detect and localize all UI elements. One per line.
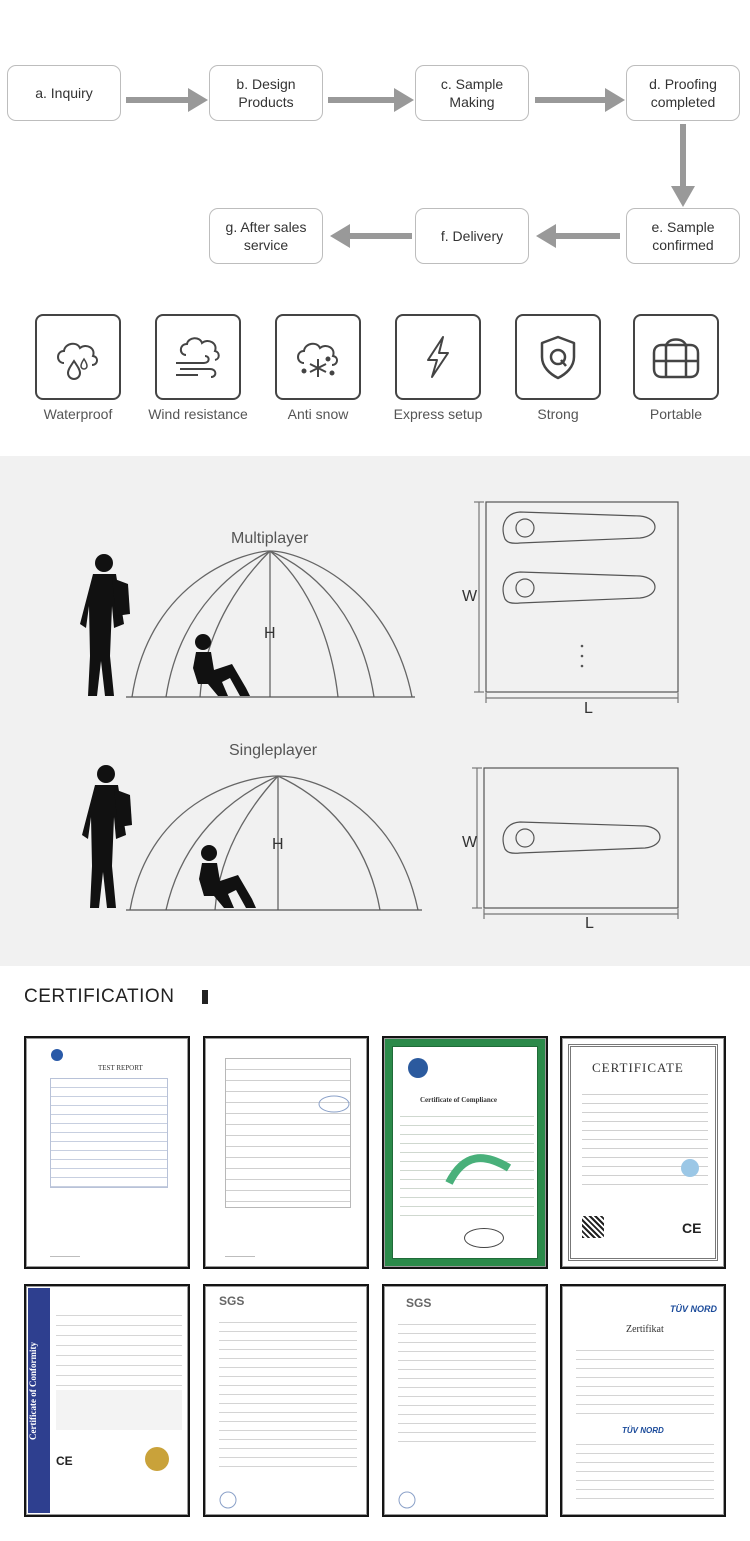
standing-person-icon	[80, 554, 130, 696]
more-dots-icon	[581, 645, 584, 668]
sleeping-bag-icon	[503, 572, 655, 603]
cloud-rain-icon	[35, 314, 121, 400]
arrow-left-icon	[536, 224, 620, 248]
flow-arrows	[0, 0, 750, 300]
feature-express-setup	[378, 314, 498, 422]
multiplayer-length-label: L	[584, 700, 593, 717]
arrow-right-icon	[328, 88, 414, 112]
feature-waterproof	[18, 314, 138, 422]
singleplayer-width-label: W	[462, 834, 478, 851]
step-sample-making: c. Sample Making	[415, 65, 529, 121]
standing-person-icon	[82, 765, 132, 908]
document-title: Certificate of Compliance	[420, 1096, 497, 1104]
green-figure-icon	[444, 1148, 514, 1188]
step-inquiry: a. Inquiry	[7, 65, 121, 121]
size-section	[0, 456, 750, 966]
feature-label: Strong	[537, 406, 579, 422]
cloud-wind-icon	[155, 314, 241, 400]
logo-icon	[50, 1048, 64, 1062]
arrow-right-icon	[535, 88, 625, 112]
multiplayer-tent-icon	[126, 551, 415, 697]
certificate-of-conformity: Certificate of Conformity CE	[24, 1284, 190, 1517]
heading-bar-icon	[202, 990, 208, 1004]
multiplayer-width-label: W	[462, 588, 478, 605]
arrow-right-icon	[126, 88, 208, 112]
step-proofing-completed: d. Proofing completed	[626, 65, 740, 121]
singleplayer-height-label: H	[272, 836, 284, 853]
seal-icon	[406, 1056, 430, 1080]
feature-label: Express setup	[393, 406, 483, 422]
feature-anti-snow	[258, 314, 378, 422]
step-delivery: f. Delivery	[415, 208, 529, 264]
certificate-test-form	[203, 1036, 369, 1269]
document-title: TEST REPORT	[98, 1064, 143, 1072]
arrow-left-icon	[330, 224, 412, 248]
feature-label: Wind resistance	[148, 406, 248, 422]
cloud-snow-icon	[275, 314, 361, 400]
multiplayer-floorplan	[474, 502, 678, 703]
singleplayer-floorplan	[472, 768, 678, 919]
feature-wind-resistance	[138, 314, 258, 422]
sleeping-bag-icon	[503, 822, 660, 853]
gold-seal-icon	[144, 1446, 170, 1472]
document-title: SGS	[219, 1294, 245, 1308]
certificate-ce: CERTIFICATE CE	[560, 1036, 726, 1269]
certificate-test-report	[24, 1036, 190, 1269]
singleplayer-length-label: L	[585, 915, 594, 932]
feature-portable	[616, 314, 736, 422]
document-title: Zertifikat	[626, 1324, 664, 1335]
arrow-down-icon	[671, 124, 695, 207]
feature-strong	[498, 314, 618, 422]
certificate-sgs-report-1	[203, 1284, 369, 1517]
shield-icon	[515, 314, 601, 400]
certificate-of-compliance	[382, 1036, 548, 1269]
certificate-tuv-nord: TÜV NORD Zertifikat TÜV NORD	[560, 1284, 726, 1517]
size-drawings	[0, 456, 750, 966]
step-after-sales-service: g. After sales service	[209, 208, 323, 264]
hologram-icon	[680, 1158, 700, 1178]
document-title: Certificate of Conformity	[27, 1342, 38, 1440]
certification-heading: CERTIFICATION	[24, 986, 175, 1007]
multiplayer-title: Multiplayer	[231, 530, 309, 547]
stamp-icon	[219, 1491, 237, 1509]
singleplayer-title: Singleplayer	[229, 742, 318, 759]
feature-label: Portable	[649, 406, 703, 422]
feature-label: Anti snow	[287, 406, 349, 422]
document-title: SGS	[406, 1296, 432, 1310]
bag-icon	[633, 314, 719, 400]
step-design-products: b. Design Products	[209, 65, 323, 121]
feature-label: Waterproof	[43, 406, 113, 422]
document-title: CERTIFICATE	[592, 1060, 684, 1075]
step-sample-confirmed: e. Sample confirmed	[626, 208, 740, 264]
certificate-sgs-report-2	[382, 1284, 548, 1517]
multiplayer-height-label: H	[264, 625, 276, 642]
lightning-icon	[395, 314, 481, 400]
stamp-icon	[317, 1094, 351, 1114]
stamp-icon	[398, 1491, 416, 1509]
sleeping-bag-icon	[503, 512, 655, 543]
